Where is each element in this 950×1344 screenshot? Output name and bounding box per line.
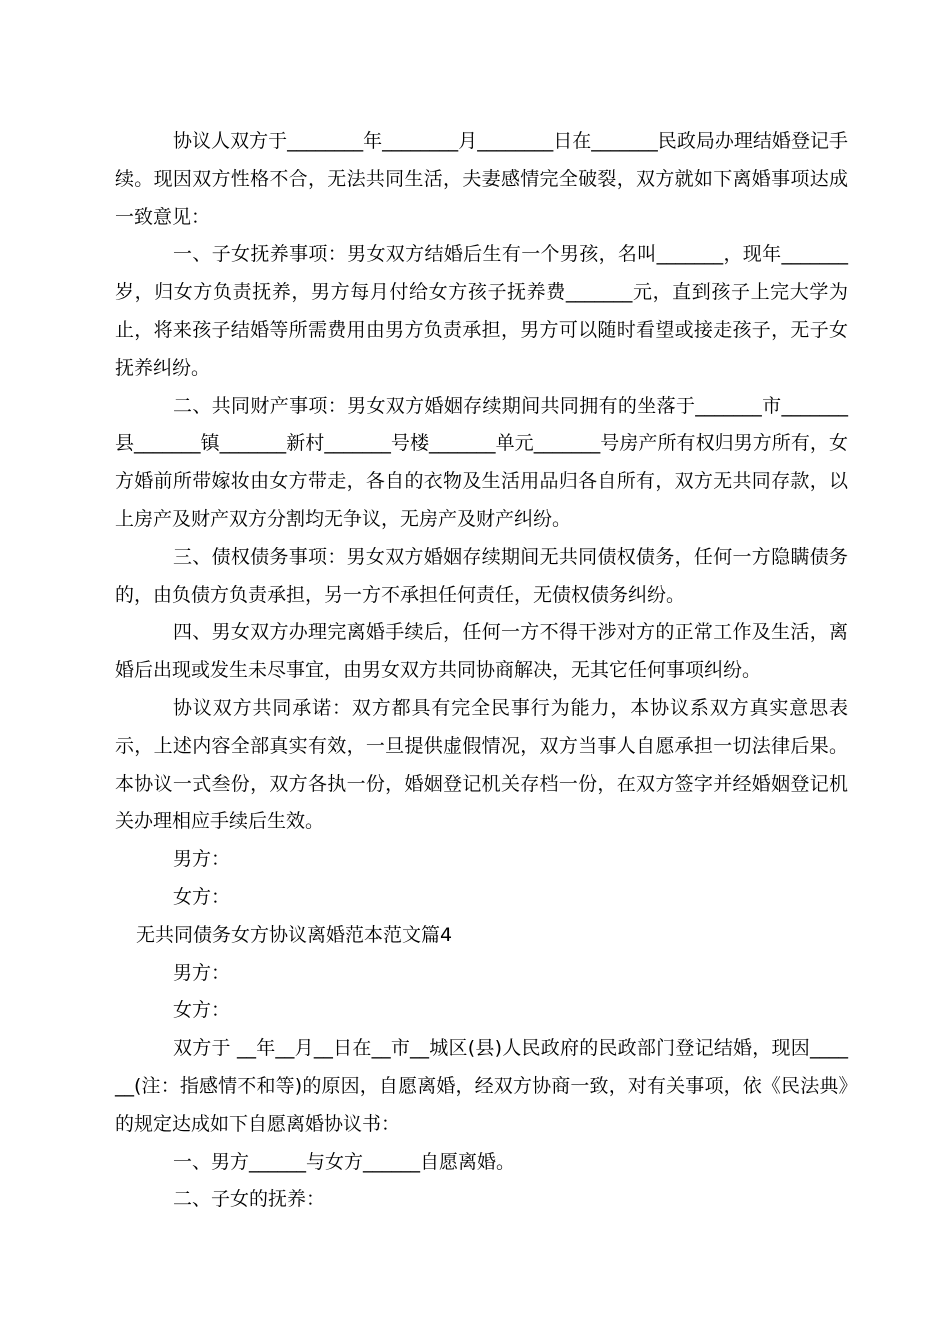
- debt-clause: 三、债权债务事项：男女双方婚姻存续期间无共同债权债务，任何一方隐瞒债务的，由负债方负责承担，另一方不承担任何责任，无债权债务纠纷。: [115, 545, 848, 606]
- section2-female-line: 女方：: [173, 999, 231, 1022]
- intro-paragraph: 协议人双方于________年________月________日在_______民政局办理结婚登记手续。现因双方性格不合，无法共同生活，夫妻感情完全破裂，双方就如下离婚事项达成一致意见：: [115, 130, 848, 228]
- clause-voluntary-divorce: 一、男方______与女方______自愿离婚。: [173, 1150, 516, 1173]
- child-custody-clause: 一、子女抚养事项：男女双方结婚后生有一个男孩，名叫_______，现年_______岁，归女方负责抚养，男方每月付给女方孩子抚养费_______元，直到孩子上完大学为止，将来孩子结婚等所需费用由男方负责承担，男方可以随时看望或接走孩子，无子女抚养纠纷。: [115, 243, 848, 379]
- property-clause: 二、共同财产事项：男女双方婚姻存续期间共同拥有的坐落于_______市_______县_______镇_______新村_______号楼_______单元_______号房产所有权归男方所有，女方婚前所带嫁妆由女方带走，各自的衣物及生活用品归各自所有，双方无共同存款，以上房产及财产双方分割均无争议，无房产及财产纠纷。: [115, 394, 848, 530]
- female-signature-line: 女方：: [173, 885, 231, 908]
- document-page: [115, 123, 848, 1219]
- section2-intro-paragraph: 双方于 __年__月__日在__市__城区(县)人民政府的民政部门登记结婚，现因______(注：指感情不和等)的原因，自愿离婚，经双方协商一致，对有关事项，依《民法典》的规定达成如下自愿离婚协议书：: [115, 1037, 848, 1135]
- post-divorce-clause: 四、男女双方办理完离婚手续后，任何一方不得干涉对方的正常工作及生活，离婚后出现或发生未尽事宜，由男女双方共同协商解决，无其它任何事项纠纷。: [115, 621, 848, 682]
- section-title: 无共同债务女方协议离婚范本范文篇4: [136, 923, 453, 946]
- commitment-paragraph: 协议双方共同承诺：双方都具有完全民事行为能力，本协议系双方真实意思表示，上述内容全部真实有效，一旦提供虚假情况，双方当事人自愿承担一切法律后果。本协议一式叁份，双方各执一份，婚姻登记机关存档一份，在双方签字并经婚姻登记机关办理相应手续后生效。: [115, 696, 848, 833]
- clause-child-custody-heading: 二、子女的抚养：: [173, 1188, 326, 1211]
- male-signature-line: 男方：: [173, 848, 231, 871]
- section2-male-line: 男方：: [173, 961, 231, 984]
